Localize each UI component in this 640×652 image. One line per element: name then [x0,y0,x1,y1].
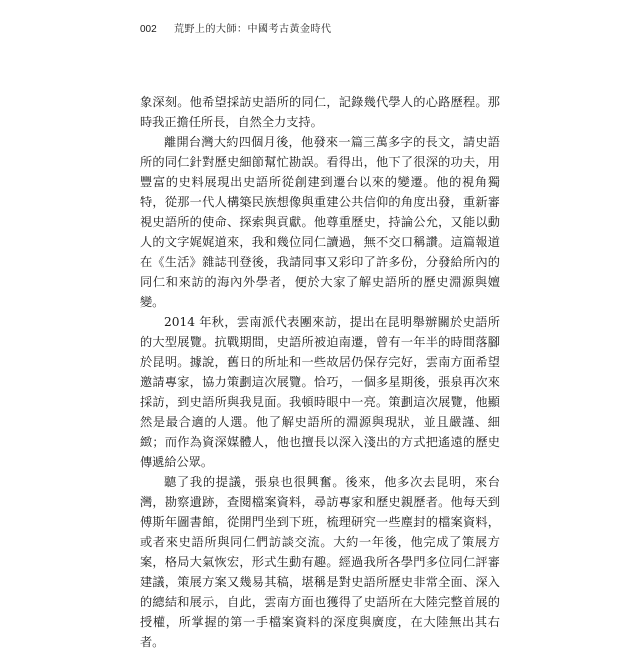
paragraph: 離開台灣大約四個月後，他發來一篇三萬多字的長文，請史語所的同仁針對歷史細節幫忙勘誤。看得出，他下了很深的功夫，用豐富的史料展現出史語所從創建到遷台以來的變遷。他的視角獨特，從那一代人構築民族想像與重建公共信仰的角度出發，重新審視史語所的使命、探索與貢獻。他尊重歷史，持論公允，又能以動人的文字娓娓道來，我和幾位同仁讀過，無不交口稱讚。這篇報道在《生活》雜誌刊登後，我請同事又彩印了許多份，分發給所內的同仁和來訪的海內外學者，便於大家了解史語所的歷史淵源與嬗變。 [140,135,500,309]
paragraph: 聽了我的提議，張泉也很興奮。後來，他多次去昆明，來台灣，勘察遺跡，查閱檔案資料，尋訪專家和歷史親歷者。他每天到傅斯年圖書館，從開門坐到下班，梳理研究一些塵封的檔案資料，或者來史語所與同仁們訪談交流。大約一年後，他完成了策展方案，格局大氣恢宏，形式生動有趣。經過我所各學門多位同仁評審建議，策展方案又幾易其稿，堪稱是對史語所歷史非常全面、深入的總結和展示，自此，雲南方面也獲得了史語所在大陸完整首展的授權，所掌握的第一手檔案資料的深度與廣度，在大陸無出其右者。 [140,475,500,649]
paragraph: 象深刻。他希望採訪史語所的同仁，記錄幾代學人的心路歷程。那時我正擔任所長，自然全力支持。 [140,95,500,129]
running-header [140,21,500,39]
page-number: 002 [140,24,157,35]
body-text [140,92,500,652]
running-title: 荒野上的大師：中國考古黃金時代 [174,24,332,35]
paragraph: 2014 年秋，雲南派代表團來訪，提出在昆明舉辦關於史語所的大型展覽。抗戰期間，史語所被迫南遷，曾有一年半的時間落腳於昆明。據說，舊日的所址和一些故居仍保存完好，雲南方面希望邀請專家，協力策劃這次展覽。恰巧，一個多星期後，張泉再次來採訪，到史語所與我見面。我頓時眼中一亮。策劃這次展覽，他顯然是最合適的人選。他了解史語所的淵源與現狀，並且嚴謹、細緻；而作為資深媒體人，他也擅長以深入淺出的方式把遙遠的歷史傳遞給公眾。 [140,315,500,469]
